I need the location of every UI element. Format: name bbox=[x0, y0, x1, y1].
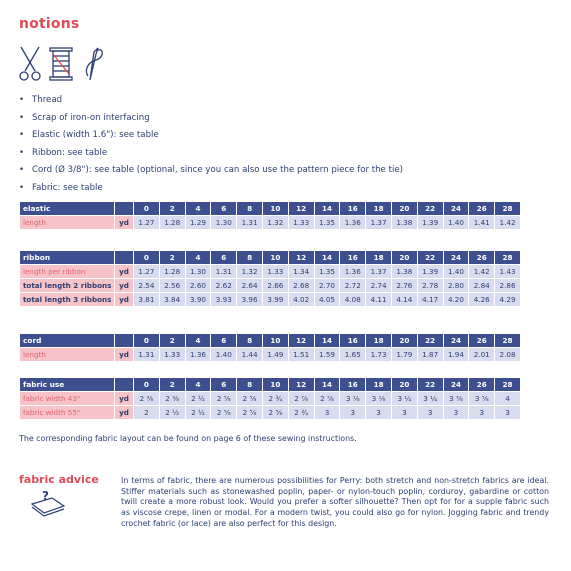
list-item: • Cord (Ø 3/8"): see table (optional, since you can also use the pattern piece for the tie) bbox=[19, 165, 403, 176]
size-header: 20 bbox=[392, 251, 417, 264]
row-label: length bbox=[20, 216, 114, 229]
table-cell: 4.11 bbox=[366, 293, 391, 306]
table-cell: 3.90 bbox=[186, 293, 211, 306]
table-cell: 2 ⅝ bbox=[237, 406, 262, 419]
size-header-row bbox=[20, 202, 520, 215]
row-unit: yd bbox=[115, 216, 133, 229]
table-cell: 3 ⅝ bbox=[469, 392, 494, 405]
table-cell: 1.33 bbox=[289, 216, 314, 229]
table-cell: 3.99 bbox=[263, 293, 288, 306]
table-cell: 2.60 bbox=[186, 279, 211, 292]
table-cell: 2.70 bbox=[315, 279, 340, 292]
table-cell: 1.65 bbox=[340, 348, 365, 361]
row-unit: yd bbox=[115, 348, 133, 361]
list-item: • Elastic (width 1.6"): see table bbox=[19, 130, 159, 141]
cord-table bbox=[19, 333, 521, 362]
table-cell: 4.26 bbox=[469, 293, 494, 306]
table-cell: 1.40 bbox=[444, 216, 469, 229]
table-cell: 1.33 bbox=[263, 265, 288, 278]
scissors-icon bbox=[20, 47, 40, 80]
size-header: 12 bbox=[289, 334, 314, 347]
table-cell: 1.31 bbox=[211, 265, 236, 278]
table-cell: 2 ½ bbox=[186, 406, 211, 419]
size-header: 2 bbox=[160, 251, 185, 264]
table-cell: 4.29 bbox=[495, 293, 520, 306]
table-cell: 2 ⅝ bbox=[263, 406, 288, 419]
table-row bbox=[20, 293, 520, 306]
size-header: 12 bbox=[289, 202, 314, 215]
size-header: 16 bbox=[340, 378, 365, 391]
size-header: 22 bbox=[418, 378, 443, 391]
table-cell: 2 ⅜ bbox=[160, 392, 185, 405]
table-cell: 1.59 bbox=[315, 348, 340, 361]
table-cell: 3.84 bbox=[160, 293, 185, 306]
table-row bbox=[20, 406, 520, 419]
table-cell: 1.87 bbox=[418, 348, 443, 361]
table-cell: 2.62 bbox=[211, 279, 236, 292]
table-cell: 1.51 bbox=[289, 348, 314, 361]
table-cell: 2.76 bbox=[392, 279, 417, 292]
size-header: 8 bbox=[237, 378, 262, 391]
table-cell: 3 ¼ bbox=[418, 392, 443, 405]
size-header-row bbox=[20, 334, 520, 347]
size-header: 28 bbox=[495, 334, 520, 347]
unit-header bbox=[115, 378, 133, 391]
table-cell: 2 ½ bbox=[160, 406, 185, 419]
size-header: 12 bbox=[289, 251, 314, 264]
table-cell: 1.73 bbox=[366, 348, 391, 361]
table-cell: 2 ½ bbox=[186, 392, 211, 405]
size-header: 2 bbox=[160, 202, 185, 215]
table-cell: 3 ⅛ bbox=[340, 392, 365, 405]
table-cell: 1.38 bbox=[392, 216, 417, 229]
table-cell: 4.20 bbox=[444, 293, 469, 306]
size-header: 6 bbox=[211, 378, 236, 391]
table-cell: 1.36 bbox=[186, 348, 211, 361]
size-header: 18 bbox=[366, 251, 391, 264]
table-cell: 1.49 bbox=[263, 348, 288, 361]
table-cell: 2 ⅝ bbox=[211, 392, 236, 405]
table-cell: 2.64 bbox=[237, 279, 262, 292]
table-cell: 4.14 bbox=[392, 293, 417, 306]
row-unit: yd bbox=[115, 265, 133, 278]
table-cell: 4.05 bbox=[315, 293, 340, 306]
size-header: 8 bbox=[237, 334, 262, 347]
table-cell: 3 ¼ bbox=[392, 392, 417, 405]
size-header: 2 bbox=[160, 378, 185, 391]
table-cell: 1.40 bbox=[444, 265, 469, 278]
table-cell: 1.39 bbox=[418, 216, 443, 229]
list-item: • Scrap of iron-on interfacing bbox=[19, 112, 150, 123]
size-header: 14 bbox=[315, 251, 340, 264]
unit-header bbox=[115, 251, 133, 264]
size-header: 6 bbox=[211, 202, 236, 215]
table-cell: 1.35 bbox=[315, 265, 340, 278]
size-header: 8 bbox=[237, 202, 262, 215]
table-cell: 4.02 bbox=[289, 293, 314, 306]
table-cell: 2.08 bbox=[495, 348, 520, 361]
table-cell: 3 bbox=[495, 406, 520, 419]
table-cell: 2 ⅞ bbox=[289, 392, 314, 405]
unit-header bbox=[115, 202, 133, 215]
table-cell: 2.56 bbox=[160, 279, 185, 292]
table-cell: 1.39 bbox=[418, 265, 443, 278]
table-cell: 1.33 bbox=[160, 348, 185, 361]
size-header: 10 bbox=[263, 334, 288, 347]
table-cell: 3 bbox=[315, 406, 340, 419]
table-cell: 1.35 bbox=[315, 216, 340, 229]
table-cell: 2 ⅞ bbox=[315, 392, 340, 405]
size-header: 22 bbox=[418, 202, 443, 215]
size-header: 14 bbox=[315, 378, 340, 391]
size-header: 14 bbox=[315, 334, 340, 347]
size-header: 22 bbox=[418, 334, 443, 347]
size-header: 24 bbox=[444, 202, 469, 215]
table-cell: 1.42 bbox=[469, 265, 494, 278]
table-cell: 1.79 bbox=[392, 348, 417, 361]
notions-icons bbox=[18, 46, 104, 82]
table-cell: 1.41 bbox=[469, 216, 494, 229]
size-header: 12 bbox=[289, 378, 314, 391]
table-cell: 2.54 bbox=[134, 279, 159, 292]
table-cell: 4 bbox=[495, 392, 520, 405]
table-cell: 2.72 bbox=[340, 279, 365, 292]
table-cell: 2 ⅜ bbox=[134, 392, 159, 405]
fabric-question-icon bbox=[28, 488, 68, 518]
fabric-advice-text: In terms of fabric, there are numerous possibilities for Perry: both stretch and non-stretch fabrics are ideal. Stiffer materials such as stonewashed poplin, paper- or nylon-touch poplin, corduroy, gabardine or cotton twill create a more robust look. Would you prefer a softer silhouette? Then opt for for a supple fabric such as viscose crepe, linen or modal. For a modern twist, you could also go for nylon. Jogging fabric and trendy crochet fabric (or lace) are also perfect for this design. bbox=[121, 476, 549, 528]
size-header: 10 bbox=[263, 251, 288, 264]
unit-header bbox=[115, 334, 133, 347]
size-header: 8 bbox=[237, 251, 262, 264]
table-cell: 1.38 bbox=[392, 265, 417, 278]
table-cell: 1.42 bbox=[495, 216, 520, 229]
table-cell: 1.30 bbox=[211, 216, 236, 229]
table-title: ribbon bbox=[20, 251, 114, 264]
size-header: 6 bbox=[211, 334, 236, 347]
table-cell: 1.28 bbox=[160, 216, 185, 229]
size-header: 4 bbox=[186, 251, 211, 264]
needle-icon bbox=[86, 48, 102, 80]
notions-title: notions bbox=[19, 16, 80, 32]
size-header: 26 bbox=[469, 378, 494, 391]
notions-list bbox=[19, 93, 403, 199]
table-cell: 2.78 bbox=[418, 279, 443, 292]
size-header: 18 bbox=[366, 334, 391, 347]
table-cell: 2.66 bbox=[263, 279, 288, 292]
size-header: 16 bbox=[340, 251, 365, 264]
size-header: 24 bbox=[444, 251, 469, 264]
table-cell: 2 ⅝ bbox=[237, 392, 262, 405]
table-cell: 3 bbox=[340, 406, 365, 419]
table-cell: 1.31 bbox=[134, 348, 159, 361]
table-title: fabric use bbox=[20, 378, 114, 391]
table-cell: 1.43 bbox=[495, 265, 520, 278]
table-cell: 3.96 bbox=[237, 293, 262, 306]
table-cell: 3 bbox=[418, 406, 443, 419]
fabric-use-table bbox=[19, 377, 521, 420]
table-cell: 1.94 bbox=[444, 348, 469, 361]
table-cell: 4.17 bbox=[418, 293, 443, 306]
table-cell: 1.31 bbox=[237, 216, 262, 229]
size-header-row bbox=[20, 378, 520, 391]
size-header: 28 bbox=[495, 202, 520, 215]
table-cell: 1.37 bbox=[366, 265, 391, 278]
size-header: 26 bbox=[469, 251, 494, 264]
table-cell: 1.34 bbox=[289, 265, 314, 278]
table-cell: 2 ¾ bbox=[263, 392, 288, 405]
table-cell: 3.93 bbox=[211, 293, 236, 306]
size-header: 22 bbox=[418, 251, 443, 264]
table-cell: 3 bbox=[392, 406, 417, 419]
size-header: 6 bbox=[211, 251, 236, 264]
size-header: 10 bbox=[263, 378, 288, 391]
size-header: 20 bbox=[392, 378, 417, 391]
table-cell: 2 ⅝ bbox=[211, 406, 236, 419]
table-cell: 2 bbox=[134, 406, 159, 419]
table-cell: 1.28 bbox=[160, 265, 185, 278]
table-row bbox=[20, 265, 520, 278]
table-cell: 1.32 bbox=[263, 216, 288, 229]
table-cell: 2.86 bbox=[495, 279, 520, 292]
table-cell: 3.81 bbox=[134, 293, 159, 306]
table-cell: 1.36 bbox=[340, 216, 365, 229]
size-header: 26 bbox=[469, 202, 494, 215]
table-cell: 2.74 bbox=[366, 279, 391, 292]
table-cell: 1.44 bbox=[237, 348, 262, 361]
size-header: 4 bbox=[186, 378, 211, 391]
row-label: total length 3 ribbons bbox=[20, 293, 114, 306]
row-unit: yd bbox=[115, 279, 133, 292]
table-title: cord bbox=[20, 334, 114, 347]
table-cell: 4.08 bbox=[340, 293, 365, 306]
table-cell: 2.80 bbox=[444, 279, 469, 292]
row-label: fabric width 55" bbox=[20, 406, 114, 419]
size-header: 20 bbox=[392, 202, 417, 215]
table-cell: 2 ¾ bbox=[289, 406, 314, 419]
size-header: 10 bbox=[263, 202, 288, 215]
size-header: 24 bbox=[444, 334, 469, 347]
table-title: elastic bbox=[20, 202, 114, 215]
size-header: 20 bbox=[392, 334, 417, 347]
table-row bbox=[20, 216, 520, 229]
size-header: 16 bbox=[340, 334, 365, 347]
svg-text:?: ? bbox=[42, 489, 49, 503]
table-cell: 1.36 bbox=[340, 265, 365, 278]
table-row bbox=[20, 279, 520, 292]
table-cell: 3 ⅜ bbox=[444, 392, 469, 405]
size-header: 18 bbox=[366, 378, 391, 391]
table-cell: 2.84 bbox=[469, 279, 494, 292]
size-header: 2 bbox=[160, 334, 185, 347]
table-cell: 1.29 bbox=[186, 216, 211, 229]
size-header: 0 bbox=[134, 202, 159, 215]
table-cell: 2.01 bbox=[469, 348, 494, 361]
size-header: 0 bbox=[134, 251, 159, 264]
row-label: length bbox=[20, 348, 114, 361]
size-header: 0 bbox=[134, 378, 159, 391]
list-item: • Thread bbox=[19, 95, 63, 105]
table-cell: 1.27 bbox=[134, 265, 159, 278]
table-cell: 2.68 bbox=[289, 279, 314, 292]
row-unit: yd bbox=[115, 406, 133, 419]
list-item: • Ribbon: see table bbox=[19, 147, 108, 158]
size-header-row bbox=[20, 251, 520, 264]
table-row bbox=[20, 392, 520, 405]
size-header: 4 bbox=[186, 334, 211, 347]
row-label: length per ribbon bbox=[20, 265, 114, 278]
table-cell: 1.30 bbox=[186, 265, 211, 278]
size-header: 4 bbox=[186, 202, 211, 215]
size-header: 0 bbox=[134, 334, 159, 347]
fabric-layout-note: The corresponding fabric layout can be found on page 6 of these sewing instructions. bbox=[19, 434, 357, 443]
size-header: 24 bbox=[444, 378, 469, 391]
elastic-table bbox=[19, 201, 521, 230]
fabric-advice-title: fabric advice bbox=[19, 473, 99, 486]
ribbon-table bbox=[19, 250, 521, 307]
table-cell: 3 bbox=[469, 406, 494, 419]
row-label: total length 2 ribbons bbox=[20, 279, 114, 292]
size-header: 28 bbox=[495, 378, 520, 391]
row-unit: yd bbox=[115, 392, 133, 405]
table-cell: 1.27 bbox=[134, 216, 159, 229]
list-item: • Fabric: see table bbox=[19, 182, 103, 193]
row-label: fabric width 43" bbox=[20, 392, 114, 405]
thread-spool-icon bbox=[50, 48, 72, 80]
size-header: 28 bbox=[495, 251, 520, 264]
row-unit: yd bbox=[115, 293, 133, 306]
size-header: 26 bbox=[469, 334, 494, 347]
table-cell: 3 ⅛ bbox=[366, 392, 391, 405]
table-cell: 1.40 bbox=[211, 348, 236, 361]
size-header: 16 bbox=[340, 202, 365, 215]
table-cell: 3 bbox=[444, 406, 469, 419]
table-cell: 3 bbox=[366, 406, 391, 419]
table-cell: 1.37 bbox=[366, 216, 391, 229]
size-header: 14 bbox=[315, 202, 340, 215]
table-row bbox=[20, 348, 520, 361]
size-header: 18 bbox=[366, 202, 391, 215]
table-cell: 1.32 bbox=[237, 265, 262, 278]
